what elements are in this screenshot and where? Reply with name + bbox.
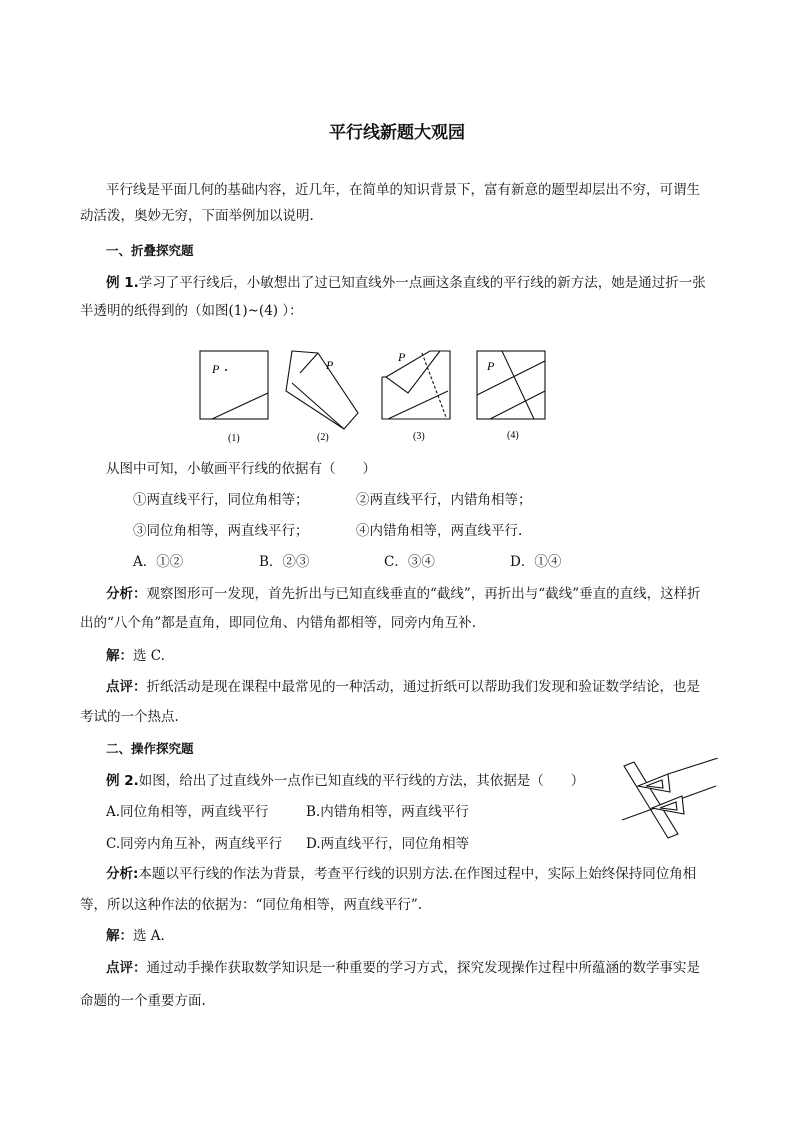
figure3-caption: (3)	[413, 431, 425, 442]
figure2-folded-paper	[286, 351, 358, 429]
folding-figure	[190, 343, 570, 448]
answer2: 解：选 A.	[106, 928, 165, 944]
drawn-line	[668, 758, 718, 774]
example2-line: 例 2.如图，给出了过直线外一点作已知直线的平行线的方法，其依据是（ ）	[106, 773, 585, 789]
statement-4: ④内错角相等，两直线平行.	[356, 523, 523, 539]
option2-b: B.内错角相等，两直线平行	[306, 804, 469, 820]
analysis1-line-2: 出的“八个角”都是直角，即同位角、内错角都相等，同旁内角互补.	[80, 615, 477, 631]
figure1-point-label: P	[212, 362, 220, 376]
statement-2: ②两直线平行，内错角相等；	[356, 492, 532, 508]
figure3-fold	[386, 351, 440, 393]
figure2-point-label: P	[326, 358, 334, 372]
option1-d: D．①④	[510, 554, 562, 570]
comment2-line-1: 点评：通过动手操作获取数学知识是一种重要的学习方式，探究发现操作过程中所蕴涵的数学事实是	[106, 960, 700, 976]
figure3-square	[382, 351, 450, 419]
answer1-label: 解：	[106, 648, 133, 664]
section1-heading: 一、折叠探究题	[106, 243, 194, 258]
comment2-label: 点评：	[106, 960, 147, 976]
option2-d: D.两直线平行，同位角相等	[306, 836, 470, 852]
analysis2-line-2: 等，所以这种作法的依据为：“同位角相等，两直线平行”.	[80, 897, 423, 913]
set-square-figure	[614, 758, 724, 840]
option1-a: A．①②	[133, 554, 184, 570]
comment2-line-2: 命题的一个重要方面.	[80, 993, 206, 1009]
example2-label: 例 2.	[106, 773, 139, 789]
comment1-line-1: 点评：折纸活动是现在课程中最常见的一种活动，通过折纸可以帮助我们发现和验证数学结论，也是	[106, 679, 700, 695]
analysis1-label: 分析：	[106, 586, 147, 602]
figure2-caption: (2)	[317, 432, 329, 443]
analysis1-line-1: 分析：观察图形可一发现，首先折出与已知直线垂直的“截线”，再折出与“截线”垂直的直线，这样折	[106, 586, 701, 602]
answer2-label: 解：	[106, 928, 133, 944]
comment1-line-2: 考试的一个热点.	[80, 709, 179, 725]
figure4-caption: (4)	[507, 430, 519, 441]
option1-b: B．②③	[259, 554, 310, 570]
figure1-line	[212, 393, 268, 419]
figure1-caption: (1)	[228, 433, 240, 444]
analysis2-line-1: 分析:本题以平行线的作法为背景，考查平行线的识别方法.在作图过程中，实际上始终保持同位角相	[106, 866, 697, 882]
analysis2-label: 分析:	[106, 866, 139, 882]
question1: 从图中可知，小敏画平行线的依据有（ ）	[106, 461, 376, 477]
example1-label: 例 1.	[106, 275, 139, 291]
example1-line-1	[106, 274, 706, 292]
section2-heading: 二、操作探究题	[106, 741, 194, 756]
example1-line-2: 半透明的纸得到的（如图(1)~(4) ）：	[80, 303, 303, 319]
statement-3: ③同位角相等，两直线平行；	[133, 523, 309, 539]
answer1: 解：选 C.	[106, 648, 165, 664]
figure4-point-label: P	[487, 359, 495, 373]
comment1-label: 点评：	[106, 679, 147, 695]
statement-1: ①两直线平行，同位角相等；	[133, 492, 309, 508]
intro-line-2: 动活泼，奥妙无穷，下面举例加以说明.	[80, 208, 314, 224]
page-title: 平行线新题大观园	[329, 123, 465, 143]
example1-text: 学习了平行线后，小敏想出了过已知直线外一点画这条直线的平行线的新方法，她是通过折一张	[138, 275, 706, 291]
intro-line-1: 平行线是平面几何的基础内容，近几年，在简单的知识背景下，富有新意的题型却层出不穷，可谓生	[106, 182, 700, 198]
figure3-point-label: P	[398, 350, 406, 364]
option2-a: A.同位角相等，两直线平行	[106, 804, 269, 820]
option2-c: C.同旁内角互补，两直线平行	[106, 836, 283, 852]
option1-c: C．③④	[384, 554, 435, 570]
